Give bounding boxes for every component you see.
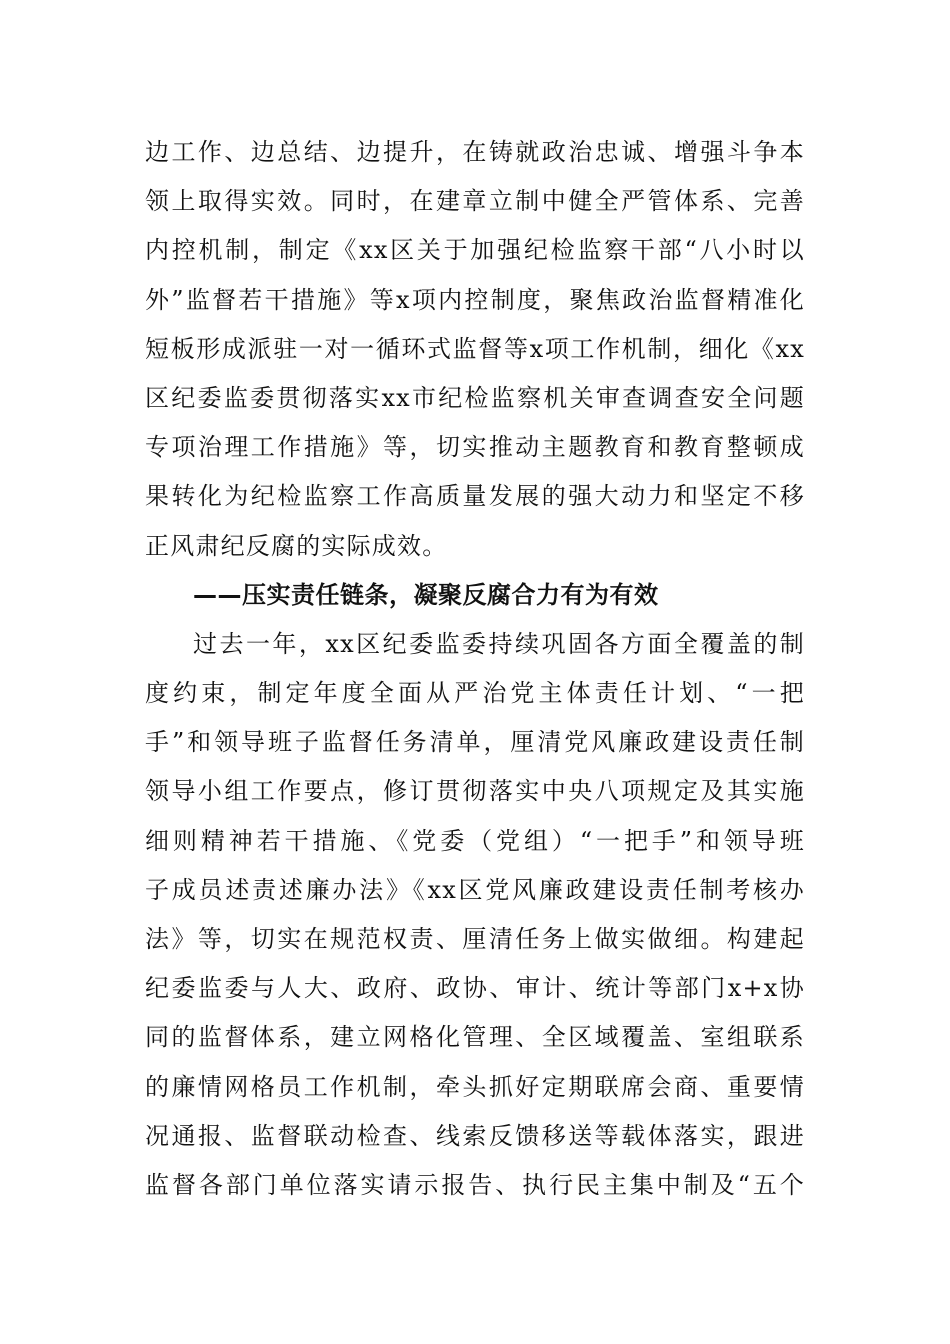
paragraph-2 — [145, 620, 805, 1210]
paragraph-line: 果转化为纪检监察工作高质量发展的强大动力和坚定不移 — [145, 482, 805, 511]
paragraph-line: 细则精神若干措施、《党委（党组）“一把手”和领导班 — [145, 826, 805, 855]
document-body — [145, 128, 805, 1210]
paragraph-line: 边工作、边总结、边提升，在铸就政治忠诚、增强斗争本 — [145, 138, 805, 166]
paragraph-line: 的廉情网格员工作机制，牵头抓好定期联席会商、重要情 — [145, 1072, 805, 1101]
paragraph-line: 监督各部门单位落实请示报告、执行民主集中制及“五个 — [145, 1170, 805, 1199]
paragraph-line: 专项治理工作措施》等，切实推动主题教育和教育整顿成 — [145, 433, 805, 462]
paragraph-line: 领导小组工作要点，修订贯彻落实中央八项规定及其实施 — [145, 777, 805, 806]
paragraph-line: 况通报、监督联动检查、线索反馈移送等载体落实，跟进 — [145, 1121, 805, 1150]
paragraph-line: 短板形成派驻一对一循环式监督等x项工作机制，细化《xx — [145, 334, 805, 363]
paragraph-line: 法》等，切实在规范权责、厘清任务上做实做细。构建起 — [145, 925, 805, 953]
paragraph-line: 过去一年，xx区纪委监委持续巩固各方面全覆盖的制 — [193, 629, 805, 658]
paragraph-line: 外”监督若干措施》等x项内控制度，聚焦政治监督精准化 — [145, 285, 805, 314]
paragraph-line: 区纪委监委贯彻落实xx市纪检监察机关审查调查安全问题 — [145, 383, 805, 412]
paragraph-line: 同的监督体系，建立网格化管理、全区域覆盖、室组联系 — [145, 1023, 805, 1052]
paragraph-line: 领上取得实效。同时，在建章立制中健全严管体系、完善 — [145, 187, 805, 216]
paragraph-line: 正风肃纪反腐的实际成效。 — [145, 531, 448, 560]
paragraph-line: 纪委监委与人大、政府、政协、审计、统计等部门x+x协 — [145, 974, 805, 1003]
paragraph-line: 内控机制，制定《xx区关于加强纪检监察干部“八小时以 — [145, 236, 805, 265]
paragraph-1 — [145, 128, 805, 571]
paragraph-line: 度约束，制定年度全面从严治党主体责任计划、“一把 — [145, 679, 805, 708]
section-heading: ——压实责任链条，凝聚反腐合力有为有效 — [193, 580, 659, 609]
paragraph-line: 子成员述责述廉办法》《xx区党风廉政建设责任制考核办 — [145, 875, 805, 904]
paragraph-line: 手”和领导班子监督任务清单，厘清党风廉政建设责任制 — [145, 728, 805, 757]
